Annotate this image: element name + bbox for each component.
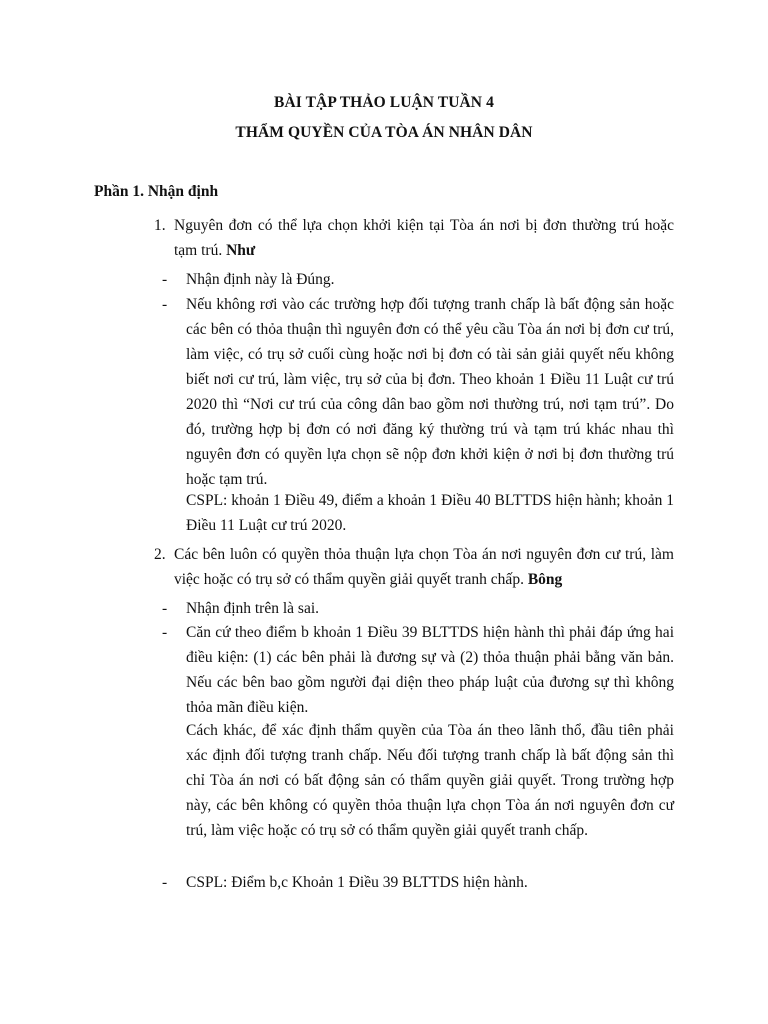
question-1: [154, 213, 674, 263]
question-number: 2.: [154, 546, 166, 563]
bullet-dash: -: [162, 600, 168, 617]
bullet-dash: -: [162, 624, 168, 641]
author-tag: Bông: [527, 571, 563, 588]
list-item: [162, 596, 674, 621]
list-item: [162, 620, 674, 720]
author-tag: Như: [226, 242, 256, 259]
answer-explanation: Nếu không rơi vào các trường hợp đối tượng tranh chấp là bất động sản hoặc các bên có thỏa thuận thì nguyên đơn có thể yêu cầu Tòa án nơi bị đơn cư trú, làm việc, có trụ sở cuối cùng hoặc nơi bị đơn có tài sản giải quyết nếu không biết nơi cư trú, làm việc, trụ sở của bị đơn. Theo khoản 1 Điều 11 Luật cư trú 2020 thì “Nơi cư trú của công dân bao gồm nơi thường trú, nơi tạm trú”. Do đó, trường hợp bị đơn có nơi đăng ký thường trú và tạm trú khác nhau thì nguyên đơn có quyền lựa chọn sẽ nộp đơn khởi kiện ở nơi bị đơn thường trú hoặc tạm trú.: [186, 296, 674, 488]
question-text: Nguyên đơn có thể lựa chọn khởi kiện tại Tòa án nơi bị đơn thường trú hoặc tạm trú. Như: [174, 217, 674, 259]
document-title: BÀI TẬP THẢO LUẬN TUẦN 4: [274, 94, 494, 111]
bullet-dash: -: [162, 271, 168, 288]
document-subtitle: THẨM QUYỀN CỦA TÒA ÁN NHÂN DÂN: [235, 124, 533, 141]
question-number: 1.: [154, 217, 166, 234]
answer-paragraph: Cách khác, để xác định thẩm quyền của Tòa án theo lãnh thổ, đầu tiên phải xác định đối tượng tranh chấp. Nếu đối tượng tranh chấp là bất động sản thì chỉ Tòa án nơi có bất động sản có thẩm quyền giải quyết. Trong trường hợp này, các bên không có quyền thỏa thuận lựa chọn Tòa án nơi nguyên đơn cư trú, làm việc hoặc có trụ sở có thẩm quyền giải quyết tranh chấp.: [186, 722, 674, 839]
section-heading: Phần 1. Nhận định: [94, 183, 219, 200]
list-item: [162, 267, 674, 292]
list-item: [162, 870, 674, 895]
question-text: Các bên luôn có quyền thỏa thuận lựa chọn Tòa án nơi nguyên đơn cư trú, làm việc hoặc có trụ sở có thẩm quyền giải quyết tranh chấp. Bông: [174, 546, 674, 588]
answer-verdict: Nhận định này là Đúng.: [186, 271, 335, 288]
list-item: [162, 292, 674, 492]
bullet-dash: -: [162, 296, 168, 313]
bullet-dash: -: [162, 874, 168, 891]
question-2: [154, 542, 674, 592]
answer-explanation: Căn cứ theo điểm b khoản 1 Điều 39 BLTTDS hiện hành thì phải đáp ứng hai điều kiện: (1) các bên phải là đương sự và (2) thỏa thuận phải bằng văn bản. Nếu các bên bao gồm người đại diện theo pháp luật của đương sự thì không thỏa mãn điều kiện.: [186, 624, 674, 716]
legal-basis: CSPL: khoản 1 Điều 49, điểm a khoản 1 Điều 40 BLTTDS hiện hành; khoản 1 Điều 11 Luật cư trú 2020.: [186, 492, 674, 534]
legal-basis: CSPL: Điểm b,c Khoản 1 Điều 39 BLTTDS hiện hành.: [186, 874, 528, 891]
answer-verdict: Nhận định trên là sai.: [186, 600, 320, 617]
